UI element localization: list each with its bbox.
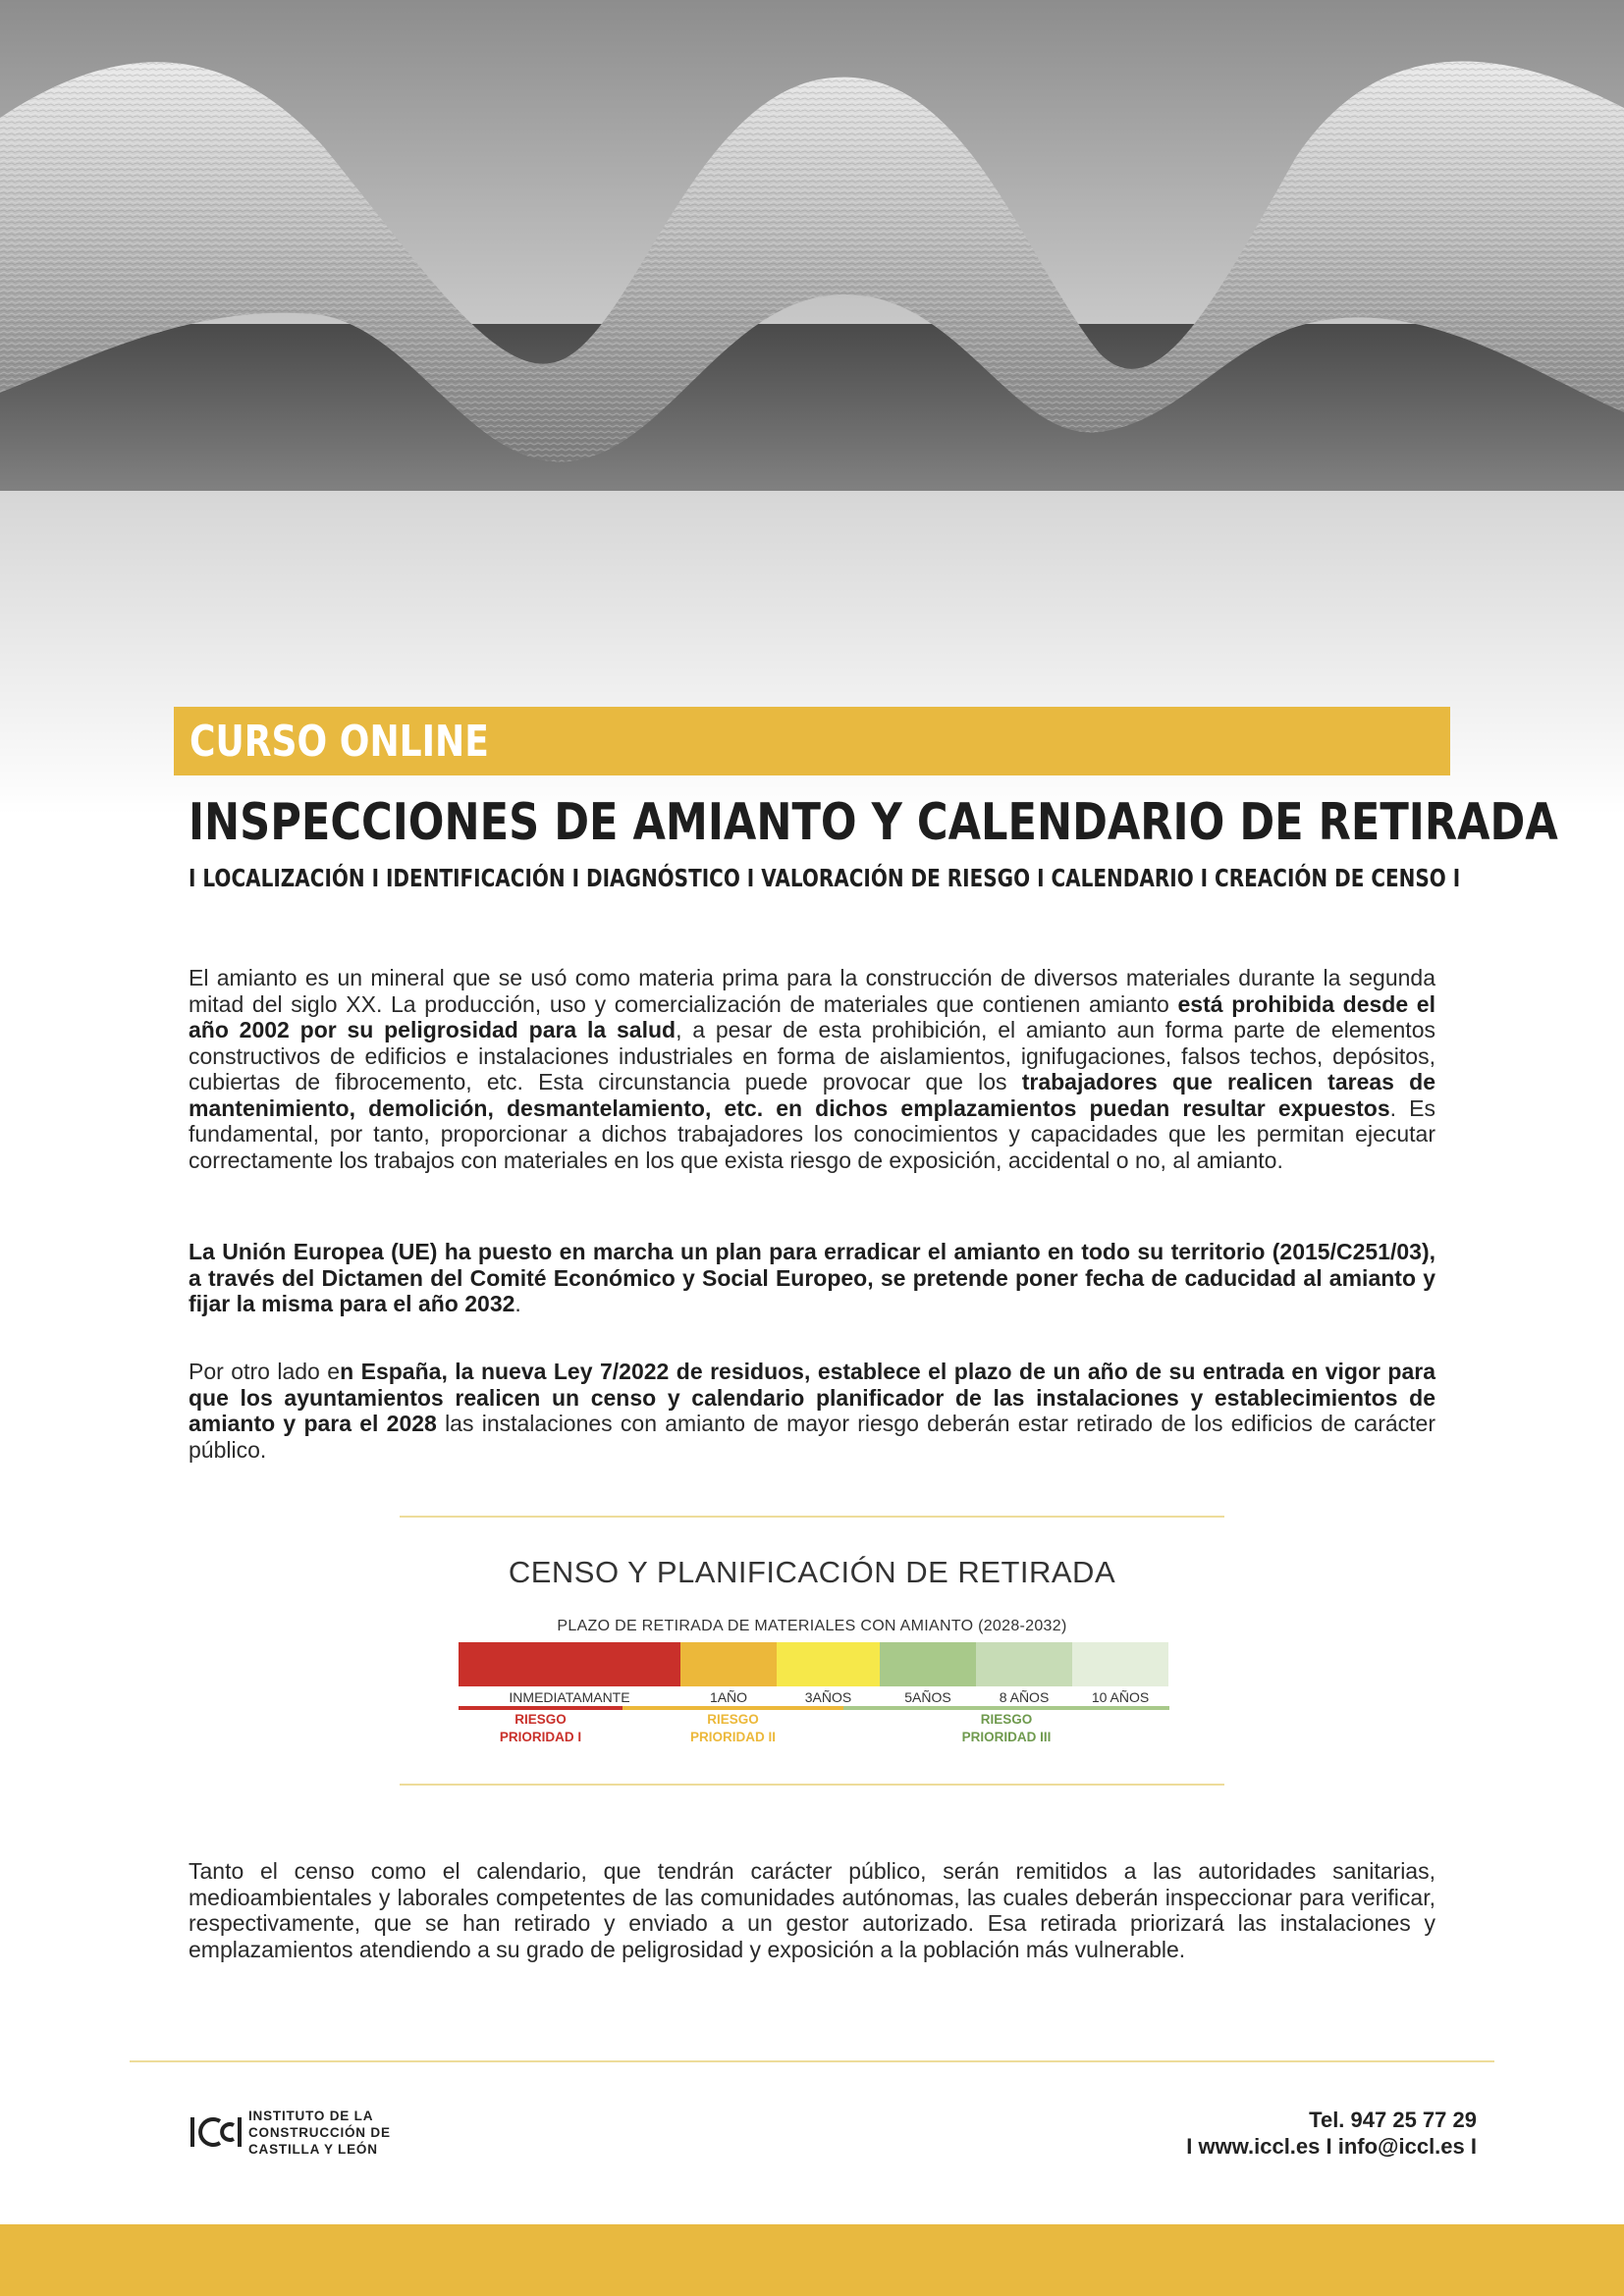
web-email[interactable]: I www.iccl.es I info@iccl.es I: [1186, 2134, 1477, 2159]
p3-run-2: las instalaciones con amianto de mayor riesgo deberán estar retirado de los edificios de carácter público.: [189, 1411, 1436, 1463]
logo-line-3: CASTILLA Y LEÓN: [248, 2142, 378, 2157]
p2-run-0: La Unión Europea (UE) ha puesto en marcha un plan para erradicar el amianto en todo su territorio (2015/C251/03), a través del Dictamen del Comité Económico y Social Europeo, se pretende poner fecha de caducidad al amianto y fijar la misma para el año 2032: [189, 1239, 1435, 1316]
risk-priority-2: [623, 1711, 843, 1746]
timeline-segment-6: [1072, 1642, 1168, 1686]
risk-1-line2: PRIORIDAD I: [499, 1730, 582, 1744]
logo-line-1: INSTITUTO DE LA: [248, 2109, 374, 2123]
figure-bottom-rule: [400, 1784, 1224, 1786]
p1-run-3: trabajadores que realicen tareas de mantenimiento, demolición, desmantelamiento, etc. en dichos emplazamientos puedan resultar expuestos: [189, 1069, 1435, 1121]
timeline-segment-3: [777, 1642, 880, 1686]
timeline-segment-4: [880, 1642, 976, 1686]
risk-underline-1: [459, 1706, 623, 1710]
page-subtitle: I LOCALIZACIÓN I IDENTIFICACIÓN I DIAGNÓSTICO I VALORACIÓN DE RIESGO I CALENDARIO I CREACIÓN DE CENSO I: [189, 864, 1461, 892]
p3-run-1: n España, la nueva Ley 7/2022 de residuos, establece el plazo de un año de su entrada en vigor para que los ayuntamientos realicen un censo y calendario planificador de las instalaciones y establecimientos de amianto y para el 2028: [189, 1359, 1435, 1436]
risk-2-line2: PRIORIDAD II: [689, 1730, 776, 1744]
risk-underline-2: [623, 1706, 843, 1710]
paragraph-census: [189, 1858, 1435, 1962]
risk-2-line1: RIESGO: [707, 1712, 759, 1727]
timeline-segment-1: [459, 1642, 680, 1686]
p2-run-1: .: [514, 1291, 521, 1316]
logo-text: [248, 2108, 391, 2158]
p1-run-2: , a pesar de esta prohibición, el amianto aun forma parte de elementos constructivos de edificios e instalaciones industriales en forma de aislamientos, ignifugaciones, falsos techos, depósitos, cubiertas de fibrocemento, etc. Esta circunstancia puede provocar que los: [189, 1017, 1435, 1095]
risk-3-line2: PRIORIDAD III: [961, 1730, 1052, 1744]
figure-subtitle: PLAZO DE RETIRADA DE MATERIALES CON AMIANTO (2028-2032): [557, 1618, 1067, 1634]
risk-1-line1: RIESGO: [514, 1712, 567, 1727]
p1-run-0: El amianto es un mineral que se usó como materia prima para la construcción de diversos materiales durante la segunda mitad del siglo XX. La producción, uso y comercialización de materiales que contienen amianto: [189, 965, 1435, 1017]
risk-underline-3: [843, 1706, 1169, 1710]
risk-priority-3: [843, 1711, 1169, 1746]
page-title: INSPECCIONES DE AMIANTO Y CALENDARIO DE RETIRADA: [189, 793, 1558, 852]
paragraph-spain: [189, 1359, 1435, 1463]
footer-rule: [130, 2060, 1494, 2062]
p1-run-4: . Es fundamental, por tanto, proporcionar a dichos trabajadores los conocimientos y capacidades que les permitan ejecutar correctamente los trabajos con materiales en los que exista riesgo de exposición, accidental o no, al amianto.: [189, 1095, 1436, 1173]
risk-3-line1: RIESGO: [980, 1712, 1033, 1727]
course-banner: [174, 707, 1450, 775]
figure-title: CENSO Y PLANIFICACIÓN DE RETIRADA: [508, 1555, 1116, 1589]
asbestos-roof-image: [0, 0, 1624, 815]
paragraph-eu: [189, 1239, 1435, 1317]
contact-info: [1186, 2107, 1477, 2160]
timeline-labels: [459, 1686, 1169, 1708]
timeline-label-2: 1AÑO: [709, 1689, 748, 1705]
paragraph-intro: [189, 965, 1435, 1173]
p1-run-1: está prohibida desde el año 2002 por su peligrosidad para la salud: [189, 990, 1435, 1042]
phone: Tel. 947 25 77 29: [1309, 2108, 1477, 2132]
timeline-label-3: 3AÑOS: [804, 1689, 852, 1705]
bottom-band: [0, 2224, 1624, 2296]
timeline-label-4: 5AÑOS: [904, 1689, 951, 1705]
figure-top-rule: [400, 1516, 1224, 1518]
timeline-label-1: INMEDIATAMANTE: [509, 1689, 630, 1705]
p4-run-0: Tanto el censo como el calendario, que tendrán carácter público, serán remitidos a las autoridades sanitarias, medioambientales y laborales competentes de las comunidades autónomas, las cuales deberán inspeccionar para verificar, respectivamente, que se han retirado y enviado a un gestor autorizado. Esa retirada priorizará las instalaciones y emplazamientos atendiendo a su grado de peligrosidad y exposición a la población más vulnerable.: [189, 1858, 1435, 1962]
p3-run-0: Por otro lado e: [189, 1359, 341, 1384]
timeline-label-5: 8 AÑOS: [999, 1689, 1050, 1705]
timeline-label-6: 10 AÑOS: [1091, 1689, 1150, 1705]
iccl-logo-icon: [189, 2108, 244, 2157]
hero-image: [0, 0, 1624, 815]
logo-line-2: CONSTRUCCIÓN DE: [248, 2125, 391, 2140]
timeline-bar: [459, 1642, 1169, 1686]
timeline-segment-2: [680, 1642, 777, 1686]
banner-label: CURSO ONLINE: [189, 717, 489, 767]
timeline-segment-5: [976, 1642, 1072, 1686]
risk-priority-1: [459, 1711, 623, 1746]
risk-underline: [459, 1706, 1169, 1710]
